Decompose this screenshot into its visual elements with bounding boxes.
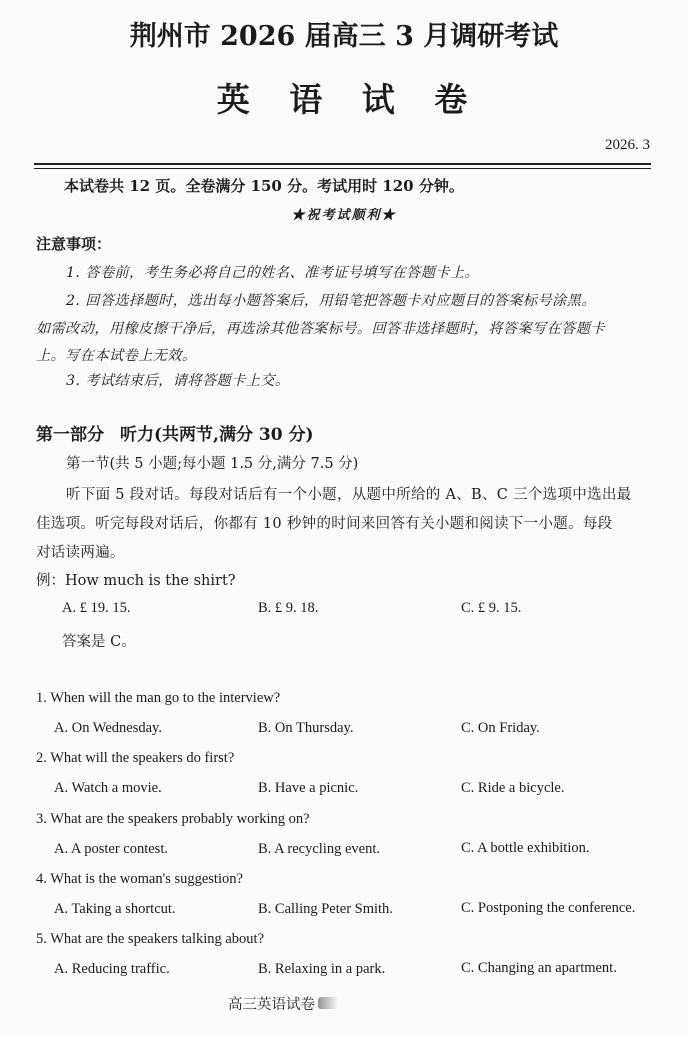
question-option-b: B. Calling Peter Smith. [258, 901, 393, 917]
question-option-b: B. On Thursday. [258, 720, 354, 736]
example-question: 例：How much is the shirt? [36, 573, 236, 589]
question-option-a: A. Reducing traffic. [54, 961, 170, 977]
exam-date: 2026. 3 [605, 137, 650, 153]
section1-heading: 第一节(共 5 小题;每小题 1.5 分,满分 7.5 分) [66, 456, 359, 472]
part1-heading [36, 420, 314, 445]
note-line: 上。写在本试卷上无效。 [36, 348, 197, 364]
question-option-c: C. Ride a bicycle. [461, 780, 565, 796]
example-option-a: A. £ 19. 15. [62, 600, 131, 616]
question-stem: 4. What is the woman's suggestion? [36, 871, 243, 887]
question-stem: 1. When will the man go to the interview? [36, 690, 281, 706]
question-option-b: B. Relaxing in a park. [258, 961, 386, 977]
question-option-a: A. Taking a shortcut. [54, 901, 176, 917]
example-option-b: B. £ 9. 18. [258, 600, 319, 616]
header-rule-thick [34, 163, 651, 165]
question-stem: 2. What will the speakers do first? [36, 750, 235, 766]
exam-subtitle: 英 语 试 卷 [216, 80, 482, 119]
note-line: 2. 回答选择题时，选出每小题答案后，用铅笔把答题卡对应题目的答案标号涂黑。 [66, 293, 596, 309]
instruction-line: 听下面 5 段对话。每段对话后有一个小题，从题中所给的 A、B、C 三个选项中选出最 [66, 487, 632, 503]
question-stem: 3. What are the speakers probably working on? [36, 811, 310, 827]
note-line: 1. 答卷前，考生务必将自己的姓名、准考证号填写在答题卡上。 [66, 265, 480, 281]
question-option-a: A. Watch a movie. [54, 780, 162, 796]
question-option-c: C. Changing an apartment. [461, 960, 617, 976]
question-stem: 5. What are the speakers talking about? [36, 931, 265, 947]
part1-heading-label: 第一部分 [36, 425, 104, 445]
question-option-c: C. On Friday. [461, 720, 540, 736]
page-footer: 高三英语试卷 [228, 997, 315, 1013]
question-option-b: B. A recycling event. [258, 841, 381, 857]
example-answer: 答案是 C。 [62, 634, 136, 650]
note-line: 如需改动，用橡皮擦干净后，再选涂其他答案标号。回答非选择题时，将答案写在答题卡 [36, 321, 605, 337]
question-option-a: A. On Wednesday. [54, 720, 162, 736]
instruction-line: 佳选项。听完每段对话后，你都有 10 秒钟的时间来回答有关小题和阅读下一小题。每段 [36, 516, 613, 532]
ink-smudge [318, 997, 338, 1009]
good-luck-line: ★祝考试顺利★ [291, 208, 397, 223]
notes-heading: 注意事项： [36, 235, 112, 253]
question-option-a: A. A poster contest. [54, 841, 168, 857]
question-option-c: C. A bottle exhibition. [461, 840, 590, 856]
header-rule-thin [34, 168, 651, 169]
exam-intro: 本试卷共 12 页。全卷满分 150 分。考试用时 120 分钟。 [64, 177, 464, 195]
question-option-b: B. Have a picnic. [258, 780, 359, 796]
exam-title: 荆州市 2026 届高三 3 月调研考试 [129, 21, 559, 52]
note-line: 3. 考试结束后，请将答题卡上交。 [66, 373, 290, 389]
part1-heading-title: 听力(共两节,满分 30 分) [120, 425, 314, 445]
instruction-line: 对话读两遍。 [36, 545, 125, 561]
question-option-c: C. Postponing the conference. [461, 900, 636, 916]
example-option-c: C. £ 9. 15. [461, 600, 522, 616]
